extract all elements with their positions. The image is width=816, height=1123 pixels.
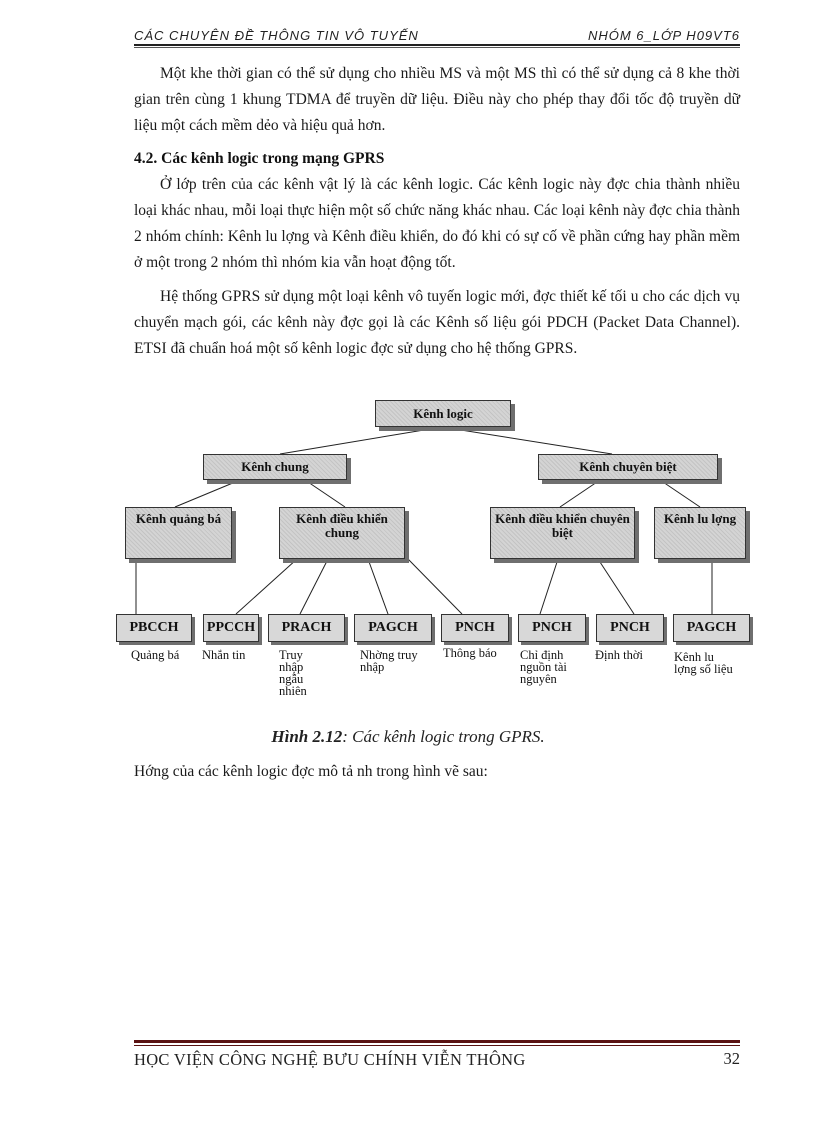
connector-root-common	[280, 427, 442, 454]
node-dedicated-channel: Kênh chuyên biệt	[538, 454, 718, 480]
desc-paging: Nhắn tin	[202, 648, 246, 662]
connector-common-control	[305, 480, 345, 507]
paragraph-3	[134, 284, 740, 362]
paragraph-2	[134, 172, 740, 276]
desc-random-access: Truy nhập ngẫu nhiên	[279, 648, 307, 698]
leaf-ppcch: PPCCH	[203, 614, 259, 642]
node-traffic-channel: Kênh lu lợng	[654, 507, 746, 559]
connector-pnch	[408, 559, 462, 614]
node-common-channel: Kênh chung	[203, 454, 347, 480]
footer-institution: HỌC VIỆN CÔNG NGHỆ BƯU CHÍNH VIỄN THÔNG	[134, 1050, 526, 1069]
leaf-pbcch: PBCCH	[116, 614, 192, 642]
connector-prach	[300, 559, 328, 614]
connector-root-dedicated	[442, 427, 612, 454]
header-left-text: CÁC CHUYÊN ĐỀ THÔNG TIN VÔ TUYẾN	[134, 28, 419, 43]
figure-caption-text: : Các kênh logic trong GPRS.	[342, 727, 545, 746]
leaf-prach: PRACH	[268, 614, 345, 642]
desc-resource-assignment: Chỉ định nguồn tài nguyên	[520, 648, 567, 686]
leaf-pnch-2: PNCH	[518, 614, 586, 642]
header-right-text: NHÓM 6_LỚP H09VT6	[587, 28, 740, 43]
desc-notification: Thông báo	[443, 646, 497, 660]
paragraph-1	[134, 61, 740, 139]
connector-dedicated-control	[560, 480, 600, 507]
logic-channel-diagram	[0, 390, 816, 720]
paragraph-3-text: Hệ thống GPRS sử dụng một loại kênh vô tuyến logic mới, đợc thiết kế tối u cho các dịch vụ chuyển mạch gói, các kênh này đợc gọi là các Kênh số liệu gói PDCH (Packet Data Channel). ETSI đã chuẩn hoá một số kênh logic đợc sử dụng cho hệ thống GPRS.	[134, 288, 740, 357]
connector-pnch-3	[598, 559, 634, 614]
desc-access-grant: Nhờng truy nhập	[360, 648, 418, 674]
paragraph-2-text: Ở lớp trên của các kênh vật lý là các kênh logic. Các kênh logic này đợc chia thành nhiều loại khác nhau, mỗi loại thực hiện một số chức năng khác nhau. Các loại kênh này đợc chia thành 2 nhóm chính: Kênh lu lợng và Kênh điều khiển, do đó khi có sự cố về phần cứng hay phần mềm ở một trong 2 nhóm thì nhóm kia vẫn hoạt động tốt.	[134, 176, 740, 271]
footer-rule-thin	[134, 1045, 740, 1046]
connector-ppcch	[236, 559, 297, 614]
leaf-pnch-3: PNCH	[596, 614, 664, 642]
paragraph-4-text: Hớng của các kênh logic đợc mô tả nh trong hình vẽ sau:	[134, 763, 488, 780]
leaf-pagch-2: PAGCH	[673, 614, 750, 642]
leaf-pagch: PAGCH	[354, 614, 432, 642]
section-heading: 4.2. Các kênh logic trong mạng GPRS	[134, 150, 385, 167]
desc-timing: Định thời	[595, 648, 643, 662]
node-logic-channel: Kênh logic	[375, 400, 511, 427]
figure-caption-label: Hình 2.12	[271, 727, 343, 746]
node-common-control-channel: Kênh điều khiển chung	[279, 507, 405, 559]
header-rule-thin	[134, 47, 740, 48]
desc-broadcast: Quảng bá	[131, 648, 180, 662]
connector-dedicated-traffic	[660, 480, 700, 507]
paragraph-1-text: Một khe thời gian có thể sử dụng cho nhiều MS và một MS thì có thể sử dụng cả 8 khe thời gian trên cùng 1 khung TDMA để truyền dữ liệu. Điều này cho phép thay đổi tốc độ truyền dữ liệu một cách mềm dẻo và hiệu quả hơn.	[134, 65, 740, 134]
node-dedicated-control-channel: Kênh điều khiển chuyên biệt	[490, 507, 635, 559]
paragraph-4	[134, 759, 740, 785]
connector-common-broadcast	[175, 480, 240, 507]
footer-rule	[134, 1040, 740, 1043]
connector-pagch	[368, 559, 388, 614]
connector-pnch-2	[540, 559, 558, 614]
page-number: 32	[723, 1049, 740, 1068]
leaf-pnch: PNCH	[441, 614, 509, 642]
node-broadcast-channel: Kênh quảng bá	[125, 507, 232, 559]
desc-traffic-data: Kênh lu lợng số liệu	[674, 650, 733, 676]
header-rule	[134, 44, 740, 46]
figure-caption	[0, 727, 816, 747]
